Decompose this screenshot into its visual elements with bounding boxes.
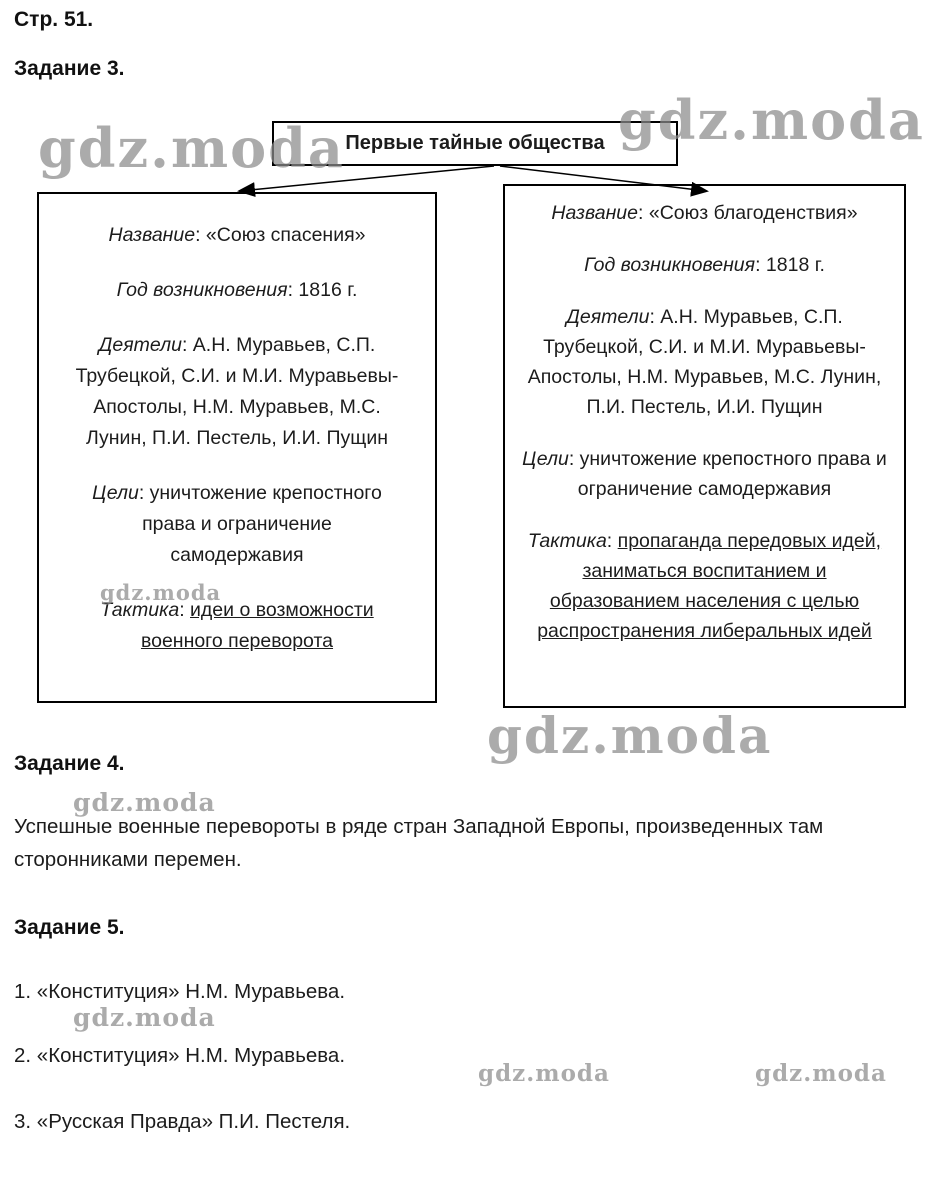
field-people — [521, 302, 888, 422]
diagram-title-box — [272, 121, 678, 166]
field-name — [521, 198, 888, 228]
field-year — [73, 275, 401, 306]
field-year-label: Год возникновения — [584, 254, 756, 276]
watermark-gdz-moda: gdz.moda — [755, 1060, 887, 1087]
watermark-gdz-moda: gdz.moda — [38, 116, 345, 180]
field-tactics-value: идеи о возможности военного переворота — [140, 599, 374, 652]
field-year-label: Год возникновения — [116, 279, 288, 301]
field-name — [73, 220, 401, 251]
field-people — [73, 330, 401, 454]
field-tactics-label: Тактика — [100, 599, 180, 621]
watermark-gdz-moda: gdz.moda — [100, 580, 222, 605]
field-tactics — [73, 595, 401, 657]
field-people-value: : А.Н. Муравьев, С.П. Трубецкой, С.И. и М.И. Муравьевы-Апостолы, Н.М. Муравьев, М.С. Лунин, П.И. Пестель, И.И. Пущин — [75, 334, 399, 449]
arrow-to-right-box — [500, 166, 706, 191]
field-people-label: Деятели — [98, 334, 182, 356]
field-name-label: Название — [551, 202, 639, 224]
watermark-gdz-moda: gdz.moda — [478, 1060, 610, 1087]
society-box-union-of-prosperity — [503, 184, 906, 708]
field-goals-label: Цели — [92, 482, 139, 504]
diagram-title: Первые тайные общества — [345, 132, 605, 154]
field-tactics-label: Тактика — [527, 530, 607, 552]
watermark-gdz-moda: gdz.moda — [618, 88, 925, 152]
watermark-gdz-moda: gdz.moda — [73, 788, 216, 817]
field-goals-label: Цели — [522, 448, 569, 470]
task3-heading: Задание 3. — [14, 57, 125, 80]
field-goals-value: : уничтожение крепостного права и ограничение самодержавия — [568, 448, 887, 500]
field-goals-value: : уничтожение крепостного права и ограничение самодержавия — [138, 482, 382, 566]
page-number-label: Стр. 51. — [14, 8, 94, 31]
field-people-label: Деятели — [566, 306, 650, 328]
field-tactics-value: пропаганда передовых идей, заниматься воспитанием и образованием населения с целью распространения либеральных идей — [537, 530, 882, 642]
field-name-label: Название — [108, 224, 196, 246]
task5-list-item: 1. «Конституция» Н.М. Муравьева. — [14, 980, 346, 1003]
field-year-value: : 1818 г. — [755, 254, 825, 276]
field-name-value: : «Союз спасения» — [195, 224, 366, 246]
field-tactics-separator: : — [606, 530, 618, 552]
task5-heading: Задание 5. — [14, 916, 125, 939]
society-box-union-of-salvation — [37, 192, 437, 703]
field-people-value: : А.Н. Муравьев, С.П. Трубецкой, С.И. и М.И. Муравьевы-Апостолы, Н.М. Муравьев, М.С. Лунин, П.И. Пестель, И.И. Пущин — [527, 306, 882, 418]
diagram-connector-arrows — [0, 162, 933, 202]
field-goals — [73, 478, 401, 571]
watermark-gdz-moda: gdz.moda — [487, 706, 773, 765]
task4-answer-text: Успешные военные перевороты в ряде стран Западной Европы, произведенных там сторонниками перемен. — [14, 815, 824, 871]
field-tactics — [521, 526, 888, 646]
field-year — [521, 250, 888, 280]
field-name-value: : «Союз благоденствия» — [638, 202, 858, 224]
task5-list-item: 3. «Русская Правда» П.И. Пестеля. — [14, 1110, 351, 1133]
task5-list-item: 2. «Конституция» Н.М. Муравьева. — [14, 1044, 346, 1067]
task4-heading: Задание 4. — [14, 752, 125, 775]
field-goals — [521, 444, 888, 504]
field-tactics-separator: : — [179, 599, 191, 621]
arrow-to-left-box — [240, 166, 494, 191]
field-year-value: : 1816 г. — [287, 279, 358, 301]
watermark-gdz-moda: gdz.moda — [73, 1003, 216, 1032]
